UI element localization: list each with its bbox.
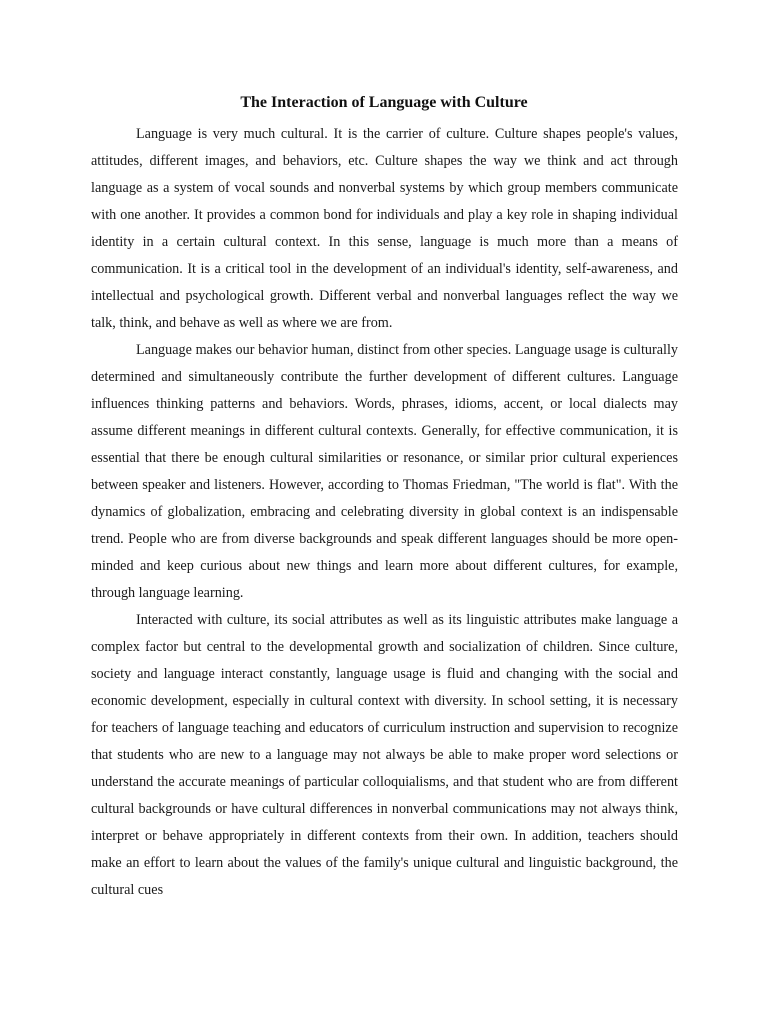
document-body bbox=[91, 121, 678, 904]
document-title: The Interaction of Language with Culture bbox=[240, 94, 528, 111]
paragraph-1: Language is very much cultural. It is the carrier of culture. Culture shapes people's values, attitudes, different images, and behaviors, etc. Culture shapes the way we think and act through language as a system of vocal sounds and nonverbal systems by which group members communicate with one another. It provides a common bond for individuals and play a key role in shaping individual identity in a certain cultural context. In this sense, language is much more than a means of communication. It is a critical tool in the development of an individual's identity, self-awareness, and intellectual and psychological growth. Different verbal and nonverbal languages reflect the way we talk, think, and behave as well as where we are from. bbox=[91, 126, 678, 331]
paragraph-3: Interacted with culture, its social attributes as well as its linguistic attributes make language a complex factor but central to the developmental growth and socialization of children. Since culture, society and language interact constantly, language usage is fluid and changing with the social and economic development, especially in cultural context with diversity. In school setting, it is necessary for teachers of language teaching and educators of curriculum instruction and supervision to recognize that students who are new to a language may not always be able to make proper word selections or understand the accurate meanings of particular colloquialisms, and that student who are from different cultural backgrounds or have cultural differences in nonverbal communications may not always think, interpret or behave appropriately in different contexts from their own. In addition, teachers should make an effort to learn about the values of the family's unique cultural and linguistic background, the cultural cues bbox=[91, 612, 678, 898]
paragraph-2: Language makes our behavior human, distinct from other species. Language usage is culturally determined and simultaneously contribute the further development of different cultures. Language influences thinking patterns and behaviors. Words, phrases, idioms, accent, or local dialects may assume different meanings in different cultural contexts. Generally, for effective communication, it is essential that there be enough cultural similarities or resonance, or similar prior cultural experiences between speaker and listeners. However, according to Thomas Friedman, "The world is flat". With the dynamics of globalization, embracing and celebrating diversity in global context is an indispensable trend. People who are from diverse backgrounds and speak different languages should be more open-minded and keep curious about new things and learn more about different cultures, for example, through language learning. bbox=[91, 342, 678, 601]
